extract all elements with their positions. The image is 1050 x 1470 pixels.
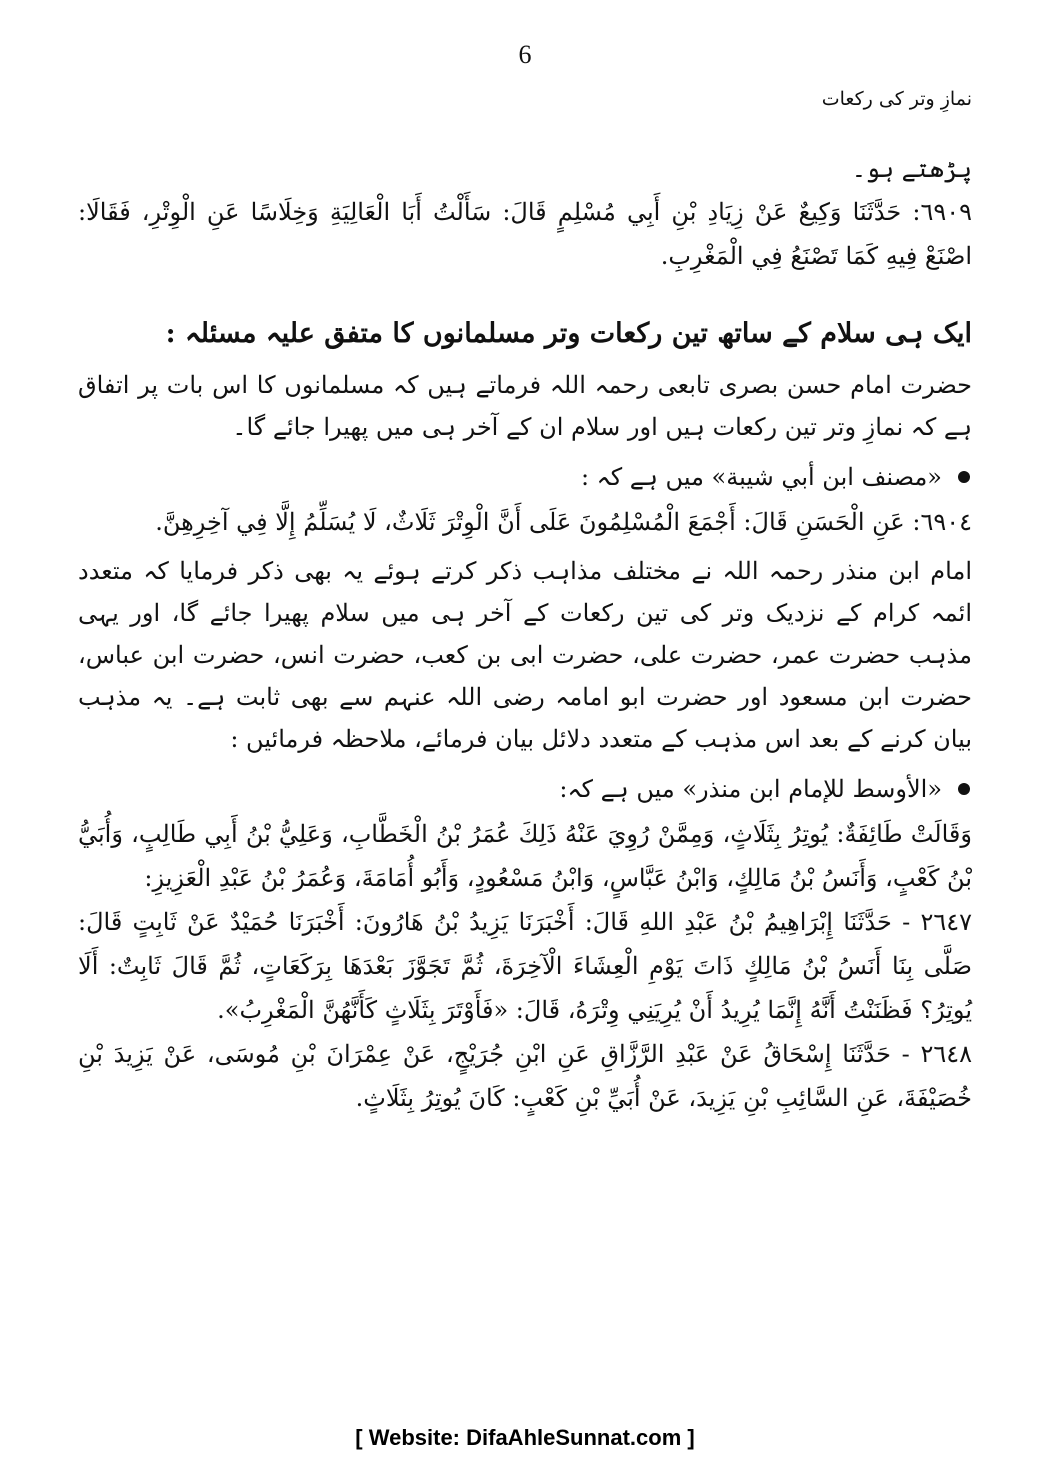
page-number: 6 bbox=[518, 40, 532, 69]
hadith-2647: ٢٦٤٧ - حَدَّثَنَا إِبْرَاهِيمُ بْنُ عَبْدِ اللهِ قَالَ: أَخْبَرَنَا يَزِيدُ بْنُ هَارُونَ: أَخْبَرَنَا حُمَيْدٌ عَنْ ثَابِتٍ قَالَ: صَلَّى بِنَا أَنَسُ بْنُ مَالِكٍ ذَاتَ يَوْمِ الْعِشَاءَ الْآخِرَةَ، ثُمَّ تَجَوَّزَ بَعْدَهَا بِرَكَعَاتٍ، ثُمَّ قَالَ ثَابِتٌ: أَلَا يُوتِرُ؟ فَظَنَنْتُ أَنَّهُ إِنَّمَا يُرِيدُ أَنْ يُرِيَنِي وِتْرَهُ، قَالَ: «فَأَوْتَرَ بِثَلَاثٍ كَأَنَّهُنَّ الْمَغْرِبُ». bbox=[78, 908, 972, 1024]
bullet-musannaf-text: «مصنف ابن أبي شيبة» میں ہے کہ : bbox=[580, 463, 942, 491]
hadith-6904: ٦٩٠٤: عَنِ الْحَسَنِ قَالَ: أَجْمَعَ الْمُسْلِمُونَ عَلَى أَنَّ الْوِتْرَ ثَلَاثٌ، لَا يُسَلِّمُ إِلَّا فِي آخِرِهِنَّ. bbox=[155, 508, 972, 536]
page-body bbox=[78, 148, 972, 1120]
continuation-line: پڑھتے ہو۔ bbox=[851, 155, 972, 183]
bullet-awsat-text: «الأوسط للإمام ابن منذر» میں ہے کہ: bbox=[559, 775, 942, 803]
bullet-dot-icon bbox=[958, 783, 970, 795]
website-footer: [ Website: DifaAhleSunnat.com ] bbox=[355, 1425, 695, 1450]
bullet-musannaf bbox=[78, 454, 972, 500]
paragraph-hasan-basri: حضرت امام حسن بصری تابعی رحمہ اللہ فرماتے ہیں کہ مسلمانوں کا اس بات پر اتفاق ہے کہ نمازِ وتر تین رکعات ہیں اور سلام ان کے آخر ہی میں پھیرا جائے گا۔ bbox=[78, 371, 972, 441]
quote-awsat: وَقَالَتْ طَائِفَةٌ: يُوتِرُ بِثَلَاثٍ، وَمِمَّنْ رُوِيَ عَنْهُ ذَلِكَ عُمَرُ بْنُ الْخَطَّابِ، وَعَلِيُّ بْنُ أَبِي طَالِبٍ، وَأُبَيُّ بْنُ كَعْبٍ، وَأَنَسُ بْنُ مَالِكٍ، وَابْنُ عَبَّاسٍ، وَابْنُ مَسْعُودٍ، وَأَبُو أُمَامَةَ، وَعُمَرُ بْنُ عَبْدِ الْعَزِيزِ: bbox=[78, 820, 972, 892]
bullet-dot-icon bbox=[958, 471, 970, 483]
hadith-6909: ٦٩٠٩: حَدَّثَنَا وَكِيعٌ عَنْ زِيَادِ بْنِ أَبِي مُسْلِمٍ قَالَ: سَأَلْتُ أَبَا الْعَالِيَةِ وَخِلَاسًا عَنِ الْوِتْرِ، فَقَالَا: اصْنَعْ فِيهِ كَمَا تَصْنَعُ فِي الْمَغْرِبِ. bbox=[78, 198, 972, 270]
paragraph-ibn-mundhir: امام ابن منذر رحمہ اللہ نے مختلف مذاہب ذکر کرتے ہوئے یہ بھی ذکر فرمایا کہ متعدد ائمہ کرام کے نزدیک وتر کی تین رکعات کے آخر ہی میں سلام پھیرا جائے گا، اور یہی مذہب حضرت عمر، حضرت علی، حضرت ابی بن کعب، حضرت انس، حضرت ابن عباس، حضرت ابن مسعود اور حضرت ابو امامہ رضی اللہ عنہم سے بھی ثابت ہے۔ یہ مذہب بیان کرنے کے بعد اس مذہب کے متعدد دلائل بیان فرمائے، ملاحظہ فرمائیں : bbox=[78, 557, 972, 753]
running-head: نمازِ وتر کی رکعات bbox=[821, 88, 972, 110]
hadith-2648: ٢٦٤٨ - حَدَّثَنَا إِسْحَاقُ عَنْ عَبْدِ الرَّزَّاقِ عَنِ ابْنِ جُرَيْجٍ، عَنْ عِمْرَانَ بْنِ مُوسَى، عَنْ يَزِيدَ بْنِ خُصَيْفَةَ، عَنِ السَّائِبِ بْنِ يَزِيدَ، عَنْ أُبَيِّ بْنِ كَعْبٍ: كَانَ يُوتِرُ بِثَلَاثٍ. bbox=[78, 1040, 972, 1112]
bullet-awsat bbox=[78, 766, 972, 812]
section-heading: ایک ہی سلام کے ساتھ تین رکعات وتر مسلمانوں کا متفق علیہ مسئلہ : bbox=[165, 318, 972, 349]
